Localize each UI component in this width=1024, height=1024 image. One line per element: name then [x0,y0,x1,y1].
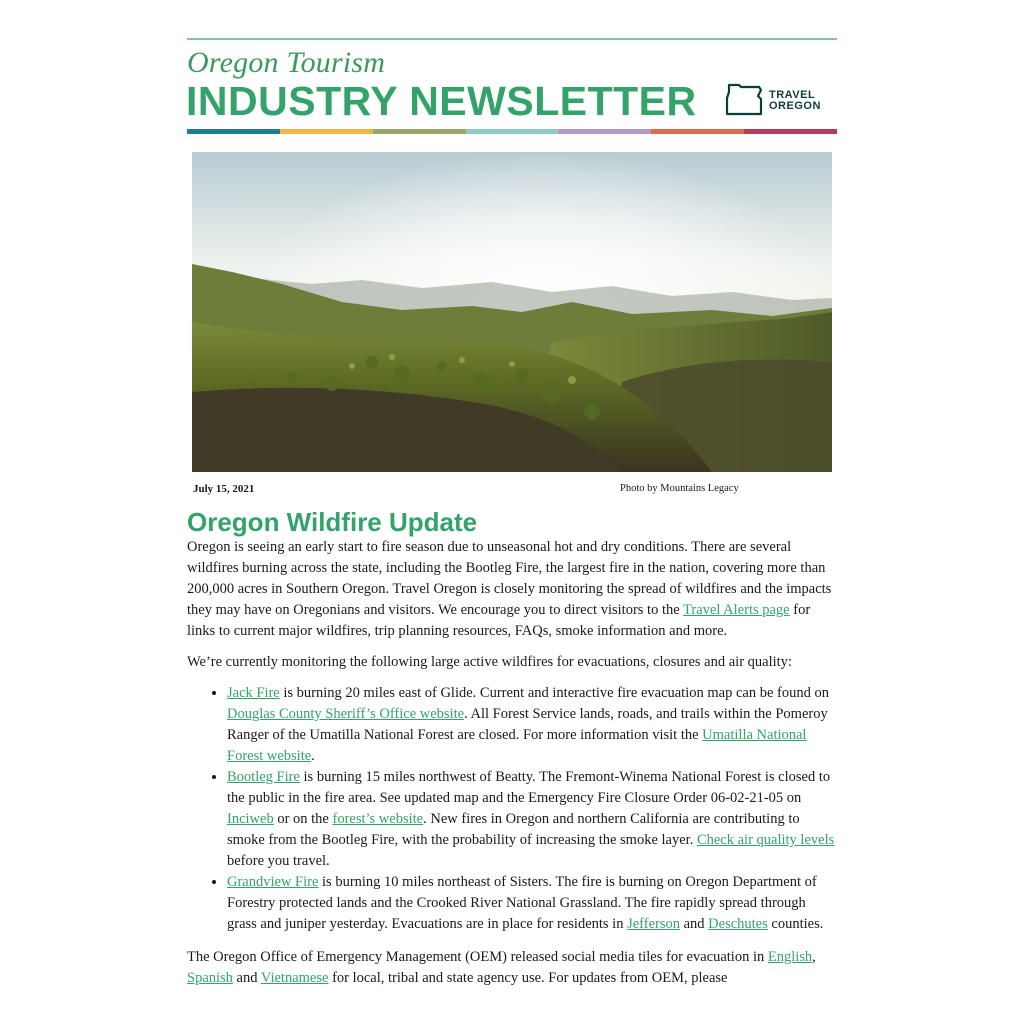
air-quality-link[interactable]: Check air quality levels [696,832,835,848]
article-headline: Oregon Wildfire Update [187,507,478,537]
text: and [679,916,709,932]
text: for links to current major wildfires, trip planning resources, FAQs, smoke information and more. [187,602,811,639]
article-body [187,537,837,999]
logo-wordmark [769,90,821,112]
list-item [227,872,837,935]
oem-paragraph [187,947,837,989]
stripe-segment [280,129,373,134]
text: . [311,748,315,764]
vietnamese-tiles-link[interactable]: Vietnamese [260,970,329,986]
spanish-tiles-link[interactable]: Spanish [187,970,233,986]
list-item [227,767,837,872]
stripe-segment [373,129,466,134]
text: . All Forest Service lands, roads, and trails within the Pomeroy Ranger of the Umatilla National Forest are closed. For more information visit the [227,706,828,743]
oregon-state-outline-icon [725,82,765,116]
text: for local, tribal and state agency use. For updates from OEM, please [328,970,728,986]
monitoring-paragraph: We’re currently monitoring the following large active wildfires for evacuations, closures and air quality: [187,654,792,670]
text: is burning 10 miles northeast of Sisters. The fire is burning on Oregon Department of Forestry protected lands and the Crooked River National Grassland. The fire rapidly spread through grass and juniper yesterday. Evacuations are in place for residents in [227,874,817,932]
newsletter-title: INDUSTRY NEWSLETTER [186,78,697,124]
fire-list [187,683,837,935]
jack-fire-link[interactable]: Jack Fire [227,685,280,701]
stripe-segment [558,129,651,134]
color-stripe [187,129,837,134]
list-item [227,683,837,767]
stripe-segment [466,129,559,134]
jefferson-link[interactable]: Jefferson [627,916,680,932]
text: The Oregon Office of Emergency Management (OEM) released social media tiles for evacuation in [187,949,768,965]
travel-alerts-link[interactable]: Travel Alerts page [683,602,790,618]
top-rule [187,38,837,40]
stripe-segment [651,129,744,134]
hero-landscape-photo [192,152,832,472]
stripe-segment [744,129,837,134]
brand-script-title: Oregon Tourism [187,46,386,79]
deschutes-link[interactable]: Deschutes [708,916,768,932]
umatilla-forest-link[interactable]: Umatilla National Forest website [227,727,807,764]
douglas-county-sheriff-link[interactable]: Douglas County Sheriff’s Office website [227,706,465,722]
text: . New fires in Oregon and northern California are contributing to smoke from the Bootleg Fire, with the probability of increasing the smoke layer. [227,811,800,848]
text: or on the [273,811,333,827]
text: is burning 15 miles northwest of Beatty. The Fremont-Winema National Forest is closed to the public in the fire area. See updated map and the Emergency Fire Closure Order 06-02-21-05 on [227,769,831,806]
english-tiles-link[interactable]: English [767,949,813,965]
stripe-segment [187,129,280,134]
bootleg-fire-link[interactable]: Bootleg Fire [227,769,300,785]
photo-credit: Photo by Mountains Legacy [620,483,739,494]
text: , [812,949,816,965]
issue-date: July 15, 2021 [193,483,255,495]
text: Oregon is seeing an early start to fire season due to unseasonal hot and dry conditions. There are several wildfires burning across the state, including the Bootleg Fire, the largest fire in the nation, covering more than 200,000 acres in Southern Oregon. Travel Oregon is closely monitoring the spread of wildfires and the impacts they may have on Oregonians and visitors. We encourage you to direct visitors to the [187,539,832,618]
text: before you travel. [227,853,330,869]
intro-paragraph [187,537,837,642]
text: is burning 20 miles east of Glide. Current and interactive fire evacuation map can be found on [279,685,829,701]
forest-website-link[interactable]: forest’s website [332,811,424,827]
logo-line-2: OREGON [769,100,821,112]
grandview-fire-link[interactable]: Grandview Fire [227,874,319,890]
inciweb-link[interactable]: Inciweb [227,811,274,827]
text: counties. [767,916,824,932]
text: and [232,970,261,986]
logo-line-1: TRAVEL [769,89,816,101]
travel-oregon-logo[interactable] [725,82,821,118]
